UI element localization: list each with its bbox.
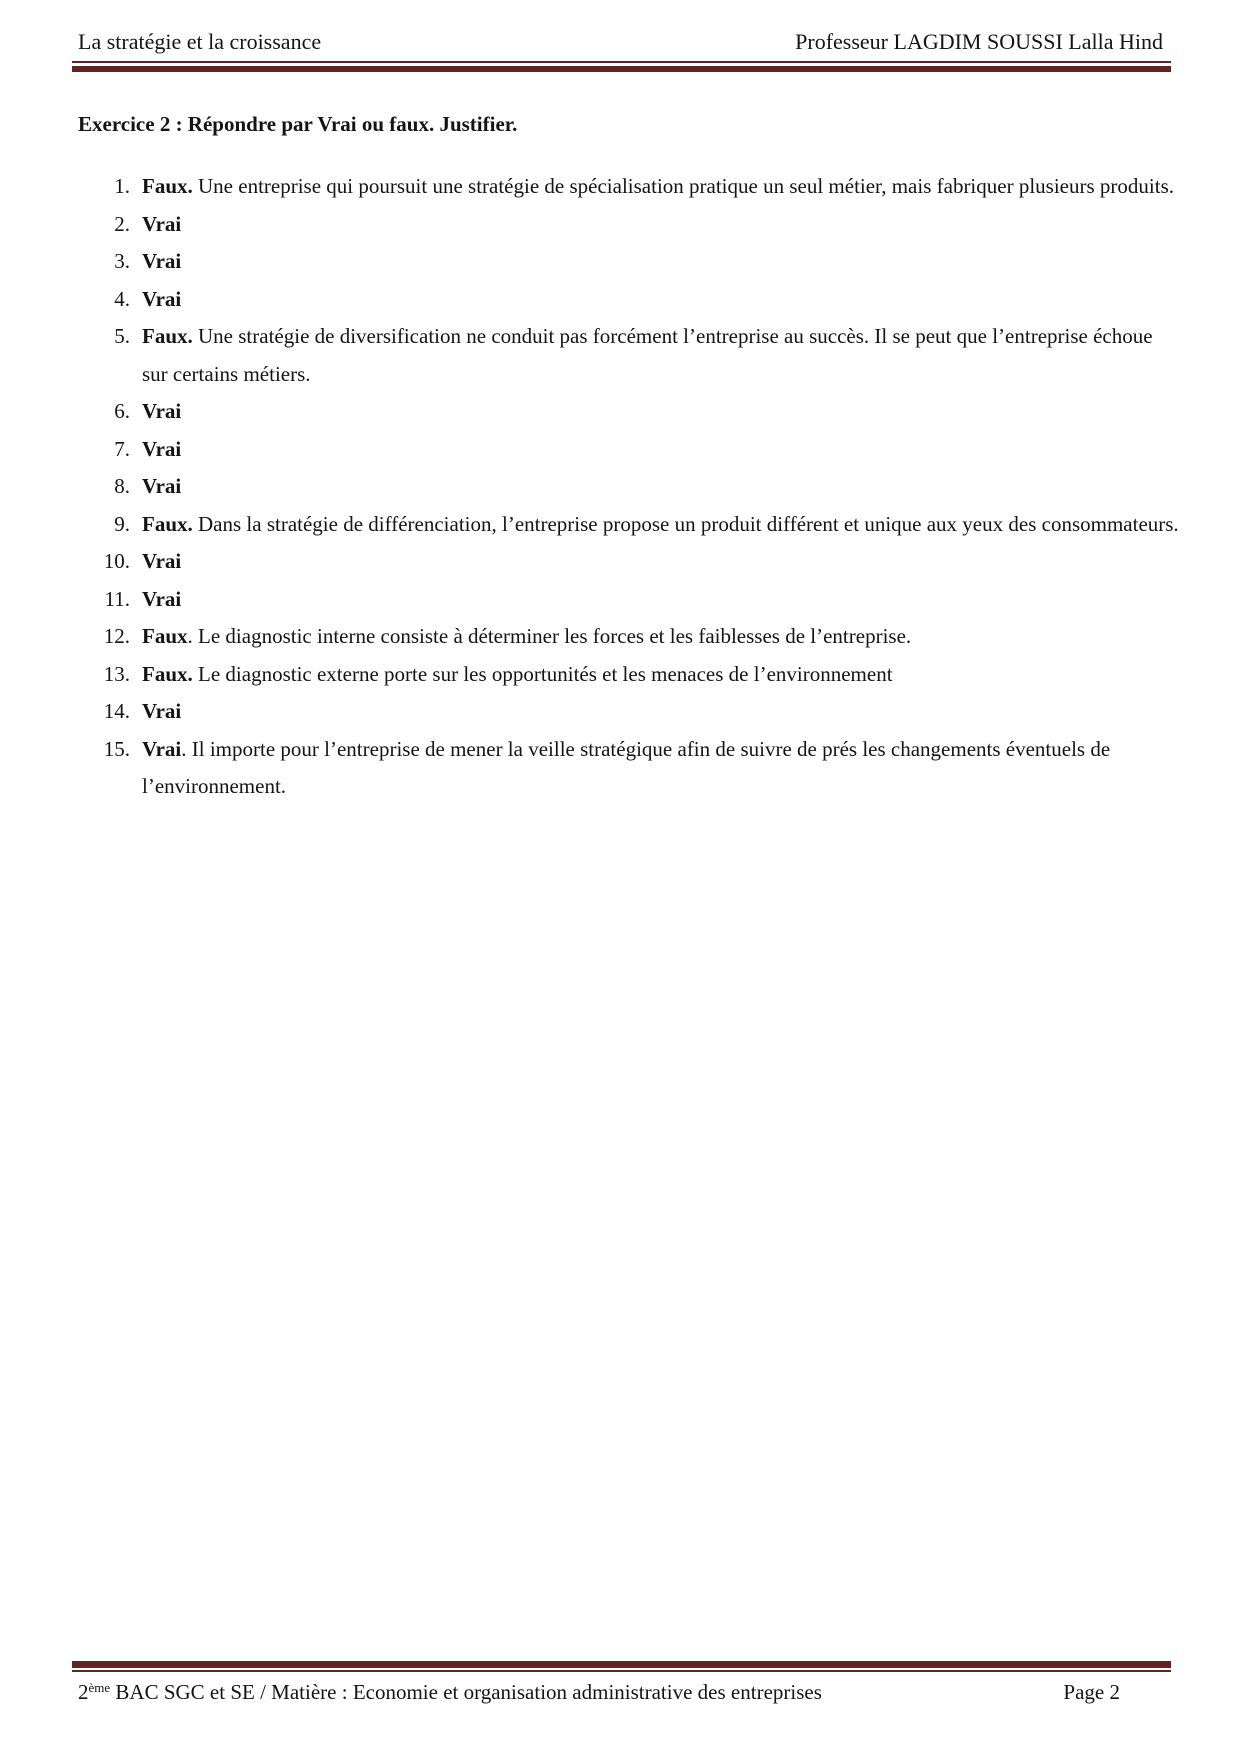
item-justification: Le diagnostic externe porte sur les opportunités et les menaces de l’environnement (192, 661, 893, 686)
item-justification: Une stratégie de diversification ne conduit pas forcément l’entreprise au succès. Il se peut que l’entreprise échoue sur certains métiers. (142, 324, 1153, 386)
list-item (78, 581, 1182, 619)
item-justification: Dans la stratégie de différenciation, l’entreprise propose un produit différent et unique aux yeux des consommateurs. (192, 511, 1179, 536)
item-justification: . Le diagnostic interne consiste à déterminer les forces et les faiblesses de l’entreprise. (187, 624, 912, 648)
item-answer: Vrai (142, 549, 182, 573)
item-number: 4. (114, 286, 130, 311)
item-answer: Faux. (142, 324, 193, 348)
page-number: Page 2 (1063, 1680, 1120, 1704)
list-item (78, 281, 1182, 319)
footer-class-level: 2 (78, 1680, 89, 1704)
list-item (78, 506, 1182, 544)
header-rule-thick (72, 66, 1171, 72)
footer-rule-thick (72, 1661, 1171, 1668)
header-document-title: La stratégie et la croissance (78, 29, 322, 54)
list-item (78, 543, 1182, 581)
item-number: 15. (103, 736, 130, 761)
exercise-title: Exercice 2 : Répondre par Vrai ou faux. Justifier. (78, 112, 518, 136)
item-answer: Vrai (142, 249, 182, 273)
item-number: 2. (114, 211, 130, 236)
item-number: 5. (114, 324, 130, 348)
item-answer: Vrai (142, 736, 182, 761)
item-number: 11. (104, 586, 130, 611)
list-item (78, 693, 1182, 731)
item-number: 8. (114, 474, 130, 498)
item-answer: Vrai (142, 211, 182, 236)
list-item (78, 318, 1182, 393)
exercise-list (78, 168, 1182, 806)
item-answer: Vrai (142, 436, 182, 461)
list-item (78, 731, 1182, 806)
item-number: 1. (114, 174, 130, 198)
item-number: 10. (103, 549, 130, 573)
footer-class-sup: ème (88, 1680, 111, 1695)
item-answer: Vrai (142, 699, 182, 723)
item-answer: Faux. (142, 511, 193, 536)
item-number: 6. (114, 399, 130, 423)
item-answer: Faux (142, 624, 188, 648)
item-number: 13. (103, 661, 130, 686)
list-item (78, 431, 1182, 469)
item-justification: . Il importe pour l’entreprise de mener la veille stratégique afin de suivre de prés les changements éventuels de l’environnement. (142, 736, 1111, 798)
footer-course-text: BAC SGC et SE / Matière : Economie et organisation administrative des entreprises (110, 1680, 822, 1704)
footer-rule-thin (72, 1670, 1171, 1672)
item-answer: Vrai (142, 286, 182, 311)
list-item (78, 243, 1182, 281)
item-number: 3. (114, 249, 130, 273)
item-number: 12. (103, 624, 130, 648)
item-answer: Vrai (142, 474, 182, 498)
list-item (78, 618, 1182, 656)
item-justification: Une entreprise qui poursuit une stratégie de spécialisation pratique un seul métier, mais fabriquer plusieurs produits. (192, 174, 1174, 198)
footer-course-info (78, 1679, 822, 1705)
list-item (78, 393, 1182, 431)
header-professor-name: Professeur LAGDIM SOUSSI Lalla Hind (795, 29, 1163, 54)
item-number: 7. (114, 436, 130, 461)
list-item (78, 656, 1182, 694)
item-number: 9. (114, 511, 130, 536)
item-answer: Faux. (142, 661, 193, 686)
item-number: 14. (103, 699, 130, 723)
list-item (78, 168, 1182, 206)
item-answer: Vrai (142, 399, 182, 423)
item-answer: Faux. (142, 174, 193, 198)
list-item (78, 206, 1182, 244)
item-answer: Vrai (142, 586, 182, 611)
header-rule-thin (72, 61, 1171, 63)
list-item (78, 468, 1182, 506)
